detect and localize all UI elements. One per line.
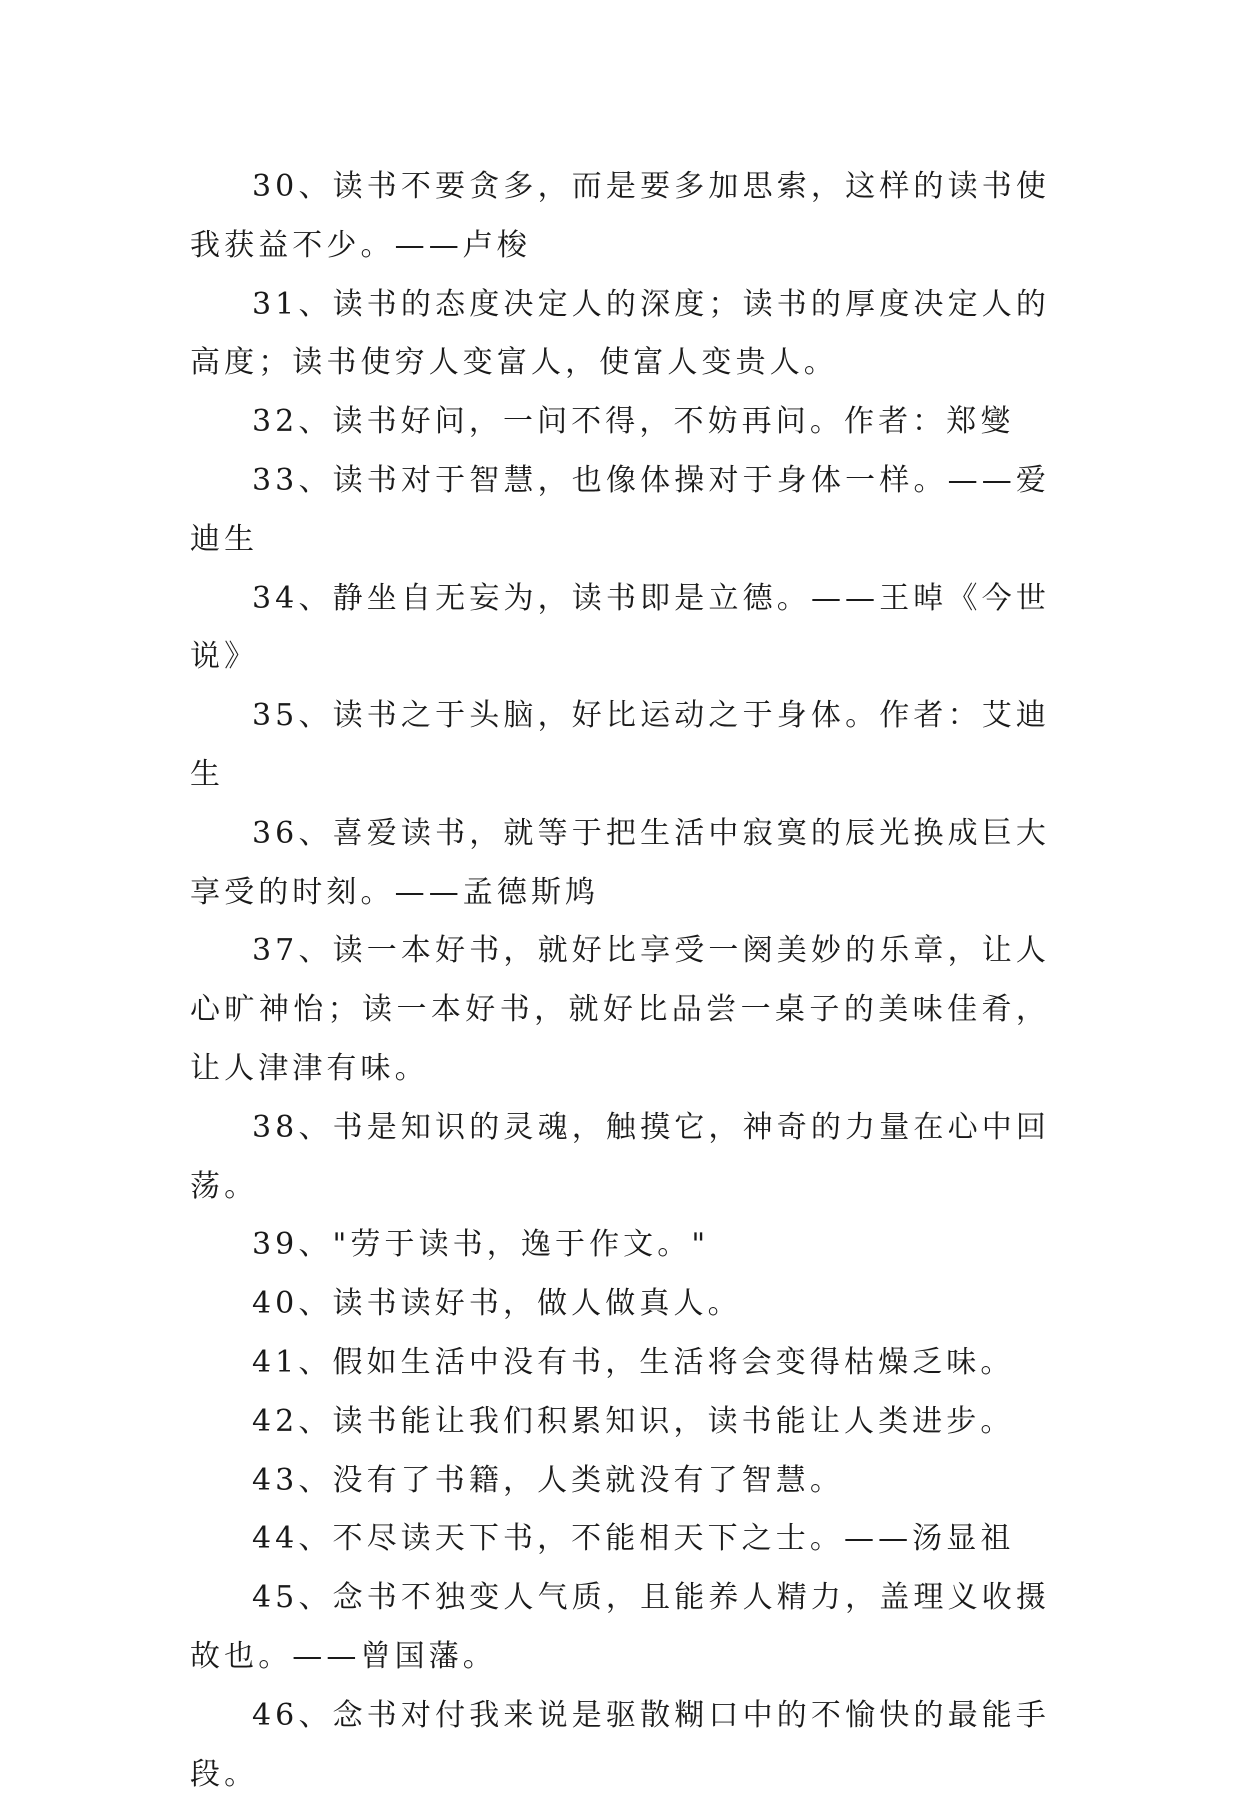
- quote-paragraph-37: 37、读一本好书，就好比享受一阕美妙的乐章，让人心旷神怡；读一本好书，就好比品尝一桌子的美味佳肴，让人津津有味。: [190, 933, 1050, 1086]
- quote-paragraph-41: 41、假如生活中没有书，生活将会变得枯燥乏味。: [252, 1344, 1015, 1380]
- quote-paragraph-32: 32、读书好问，一问不得，不妨再问。作者：郑燮: [252, 404, 1015, 440]
- quote-paragraph-46: 46、念书对付我来说是驱散糊口中的不愉快的最能手段。: [190, 1697, 1050, 1792]
- quote-paragraph-43: 43、没有了书籍，人类就没有了智慧。: [252, 1462, 844, 1498]
- quote-paragraph-42: 42、读书能让我们积累知识，读书能让人类进步。: [252, 1403, 1015, 1439]
- quote-paragraph-31: 31、读书的态度决定人的深度；读书的厚度决定人的高度；读书使穷人变富人，使富人变贵人。: [190, 286, 1050, 381]
- quote-paragraph-35: 35、读书之于头脑，好比运动之于身体。作者：艾迪生: [190, 698, 1050, 792]
- quote-paragraph-36: 36、喜爱读书，就等于把生活中寂寞的辰光换成巨大享受的时刻。——孟德斯鸠: [190, 815, 1050, 910]
- quote-paragraph-44: 44、不尽读天下书，不能相天下之士。——汤显祖: [252, 1521, 1015, 1557]
- quote-paragraph-40: 40、读书读好书，做人做真人。: [252, 1286, 742, 1322]
- quote-paragraph-38: 38、书是知识的灵魂，触摸它，神奇的力量在心中回荡。: [190, 1109, 1050, 1204]
- quote-paragraph-33: 33、读书对于智慧，也像体操对于身体一样。——爱迪生: [190, 462, 1050, 557]
- quote-list: [190, 158, 1050, 1804]
- quote-paragraph-39: 39、"劳于读书，逸于作文。": [252, 1227, 710, 1263]
- quote-paragraph-34: 34、静坐自无妄为，读书即是立德。——王晫《今世说》: [190, 580, 1050, 675]
- quote-paragraph-30: 30、读书不要贪多，而是要多加思索，这样的读书使我获益不少。——卢梭: [190, 169, 1050, 263]
- quote-paragraph-45: 45、念书不独变人气质，且能养人精力，盖理义收摄故也。——曾国藩。: [190, 1580, 1050, 1674]
